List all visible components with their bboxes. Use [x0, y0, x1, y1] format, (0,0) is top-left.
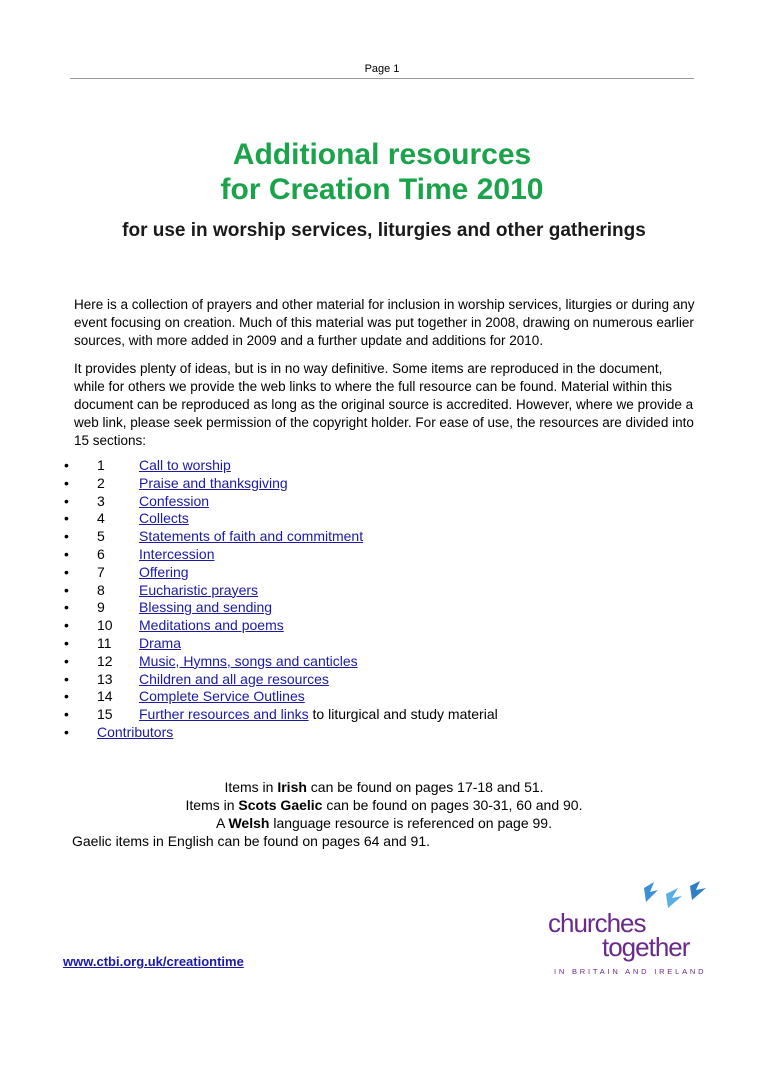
- bullet-icon: •: [64, 457, 69, 473]
- list-item: [64, 671, 704, 689]
- bullet-icon: •: [64, 688, 69, 705]
- section-link[interactable]: Intercession: [139, 545, 215, 562]
- section-number: 6: [97, 545, 105, 562]
- list-item: [64, 510, 704, 528]
- list-item: [64, 635, 704, 653]
- list-item: [64, 582, 704, 600]
- bullet-icon: •: [64, 563, 69, 580]
- dove-icon: [644, 881, 706, 908]
- bullet-icon: •: [64, 581, 69, 598]
- section-number: 5: [97, 528, 105, 545]
- section-link[interactable]: Children and all age resources: [139, 670, 329, 687]
- bullet-icon: •: [64, 492, 69, 509]
- document-title-line1: Additional resources: [232, 138, 532, 171]
- list-item: [64, 617, 704, 635]
- section-number: 3: [97, 492, 105, 509]
- bullet-icon: •: [64, 634, 69, 651]
- description-paragraph: It provides plenty of ideas, but is in no way definitive. Some items are reproduced in the document, while for others we provide the web links to where the full resource can be found. Material within this document can be reproduced as long as the original source is accredited. However, where we provide a web link, please seek permission of the copyright holder. For ease of use, the resources are divided into 15 sections:: [74, 361, 694, 448]
- bullet-icon: •: [64, 617, 69, 634]
- list-item: [64, 599, 704, 617]
- logo-word-churches: churches: [548, 908, 646, 938]
- section-link[interactable]: Confession: [139, 492, 210, 509]
- language-notes: [72, 778, 696, 850]
- list-item: [64, 457, 704, 475]
- intro-paragraph: Here is a collection of prayers and other material for inclusion in worship services, liturgies or during any event focusing on creation. Much of this material was put together in 2008, drawing on numerous earlier sources, with more added in 2009 and a further update and additions for 2010.: [74, 297, 695, 348]
- list-item: [64, 724, 704, 742]
- section-link[interactable]: Offering: [139, 563, 189, 580]
- section-link[interactable]: Blessing and sending: [139, 599, 273, 616]
- bullet-icon: •: [64, 599, 69, 616]
- section-link[interactable]: Collects: [139, 510, 189, 527]
- document-subtitle: for use in worship services, liturgies and other gatherings: [122, 220, 646, 241]
- bullet-icon: •: [64, 723, 69, 740]
- list-item: [64, 564, 704, 582]
- note-irish: Items in Irish can be found on pages 17-18 and 51.: [224, 779, 544, 795]
- bullet-icon: •: [64, 706, 69, 723]
- section-link[interactable]: Meditations and poems: [139, 617, 284, 634]
- bullet-icon: •: [64, 528, 69, 545]
- section-number: 14: [97, 688, 113, 705]
- section-link[interactable]: Eucharistic prayers: [139, 581, 259, 598]
- bullet-icon: •: [64, 474, 69, 491]
- list-item: [64, 653, 704, 671]
- section-link[interactable]: Further resources and links: [139, 706, 309, 723]
- list-item: [64, 475, 704, 493]
- sections-list: [64, 457, 704, 742]
- list-item: [64, 528, 704, 546]
- list-item: [64, 688, 704, 706]
- website-link[interactable]: www.ctbi.org.uk/creationtime: [63, 954, 244, 969]
- bullet-icon: •: [64, 670, 69, 687]
- logo-tagline: IN BRITAIN AND IRELAND: [554, 967, 707, 976]
- section-number: 4: [97, 510, 105, 527]
- section-number: 10: [97, 617, 113, 634]
- section-link[interactable]: Call to worship: [139, 457, 231, 473]
- bullet-icon: •: [64, 510, 69, 527]
- section-link[interactable]: Statements of faith and commitment: [139, 528, 364, 545]
- document-title-line2: for Creation Time 2010: [220, 173, 544, 206]
- section-link[interactable]: Praise and thanksgiving: [139, 474, 288, 491]
- section-link[interactable]: Drama: [139, 634, 182, 651]
- contributors-link[interactable]: Contributors: [97, 723, 174, 740]
- note-gaelic: Items in Scots Gaelic can be found on pages 30-31, 60 and 90.: [185, 797, 583, 813]
- section-number: 8: [97, 581, 105, 598]
- section-number: 15: [97, 706, 113, 723]
- section-number: 1: [97, 457, 105, 473]
- section-number: 7: [97, 563, 105, 580]
- note-welsh: A Welsh language resource is referenced on page 99.: [216, 815, 552, 831]
- churches-together-logo: [540, 880, 720, 980]
- section-number: 9: [97, 599, 105, 616]
- section-link[interactable]: Complete Service Outlines: [139, 688, 305, 705]
- header-divider: [70, 78, 694, 79]
- bullet-icon: •: [64, 652, 69, 669]
- logo-word-together: together: [602, 932, 690, 962]
- page-header: Page 1: [364, 63, 400, 75]
- section-link[interactable]: Music, Hymns, songs and canticles: [139, 652, 358, 669]
- section-number: 2: [97, 474, 105, 491]
- section-suffix: to liturgical and study material: [308, 706, 498, 723]
- section-number: 12: [97, 652, 113, 669]
- list-item: [64, 706, 704, 724]
- list-item: [64, 546, 704, 564]
- note-english: Gaelic items in English can be found on pages 64 and 91.: [72, 833, 431, 849]
- bullet-icon: •: [64, 545, 69, 562]
- section-number: 11: [97, 634, 112, 651]
- section-number: 13: [97, 670, 113, 687]
- list-item: [64, 493, 704, 511]
